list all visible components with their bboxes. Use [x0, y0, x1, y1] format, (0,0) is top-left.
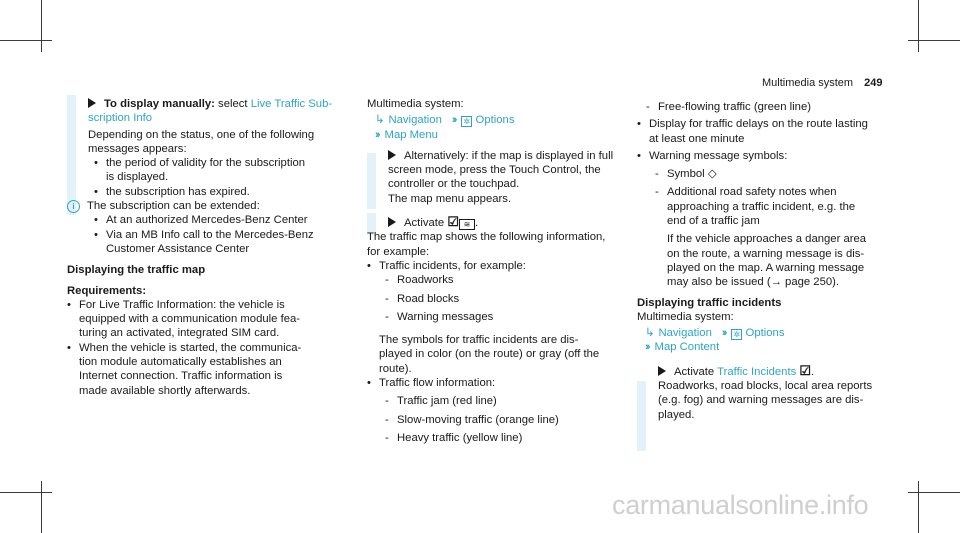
- step-arrow-icon: [658, 366, 666, 376]
- crop-mark: [41, 481, 42, 533]
- step-arrow-icon: [88, 98, 96, 108]
- next-icon: ››: [721, 327, 726, 340]
- column-1: To display manually: select Live Traffic Sub- scription Info Depending on the status, one of the following messages appears: • the period of validity for the subscription is displayed. • the subscription has expired. i The subscription can be extended: • At an authorized Mercedes-Benz Center • Via an MB Info call to the Mercedes-Benz Customer Assistance Center Displaying the traffic map Requirements: • For Live Traffic Information: the vehicle is equipped with a communication module fea- turing an activated, integrated SIM card. • When the vehicle is started, the communica- tion module automatically establishes an Internet connection. Traffic information is made available shortly afterwards.: [67, 97, 347, 398]
- info-icon: i: [67, 200, 80, 213]
- page-number: 249: [864, 77, 883, 89]
- menu-link: Live Traffic Sub-: [250, 98, 333, 110]
- step-arrow-icon: [388, 150, 396, 160]
- crop-mark: [918, 0, 919, 52]
- column-3: - Free-flowing traffic (green line) • Display for traffic delays on the route lasting at least one minute • Warning message symbols: - Symbol ◇ - Additional road safety notes when approaching a traffic incident, e.g. the end of a traffic jam If the vehicle approaches a danger area on the route, a warning message is dis- played on the map. A warning message may also be issued (→ page 250). Displaying traffic incidents Multimedia system: ↳ Navigation ›› ✲ Options ›› Map Content Activate Traffic Incidents ☑. Roadworks, road blocks, local area reports (e.g. fog) and warning messages are dis- played.: [637, 97, 917, 422]
- warning-symbol-icon: ◇: [707, 168, 717, 181]
- running-header: [762, 76, 883, 90]
- column-2: Multimedia system: ↳ Navigation ›› ✲ Options ›› Map Menu Alternatively: if the map is displayed in full screen mode, press the Touch Control, the controller or the touchpad. The map menu appears. Activate ☑ ≋ . The traffic map shows the following information, for example: • Traffic incidents, for example: - Roadworks - Road blocks - Warning messages The symbols for traffic incidents are dis- played in color (on the route) or gray (off the route). • Traffic flow information: - Traffic jam (red line) - Slow-moving traffic (orange line) - Heavy traffic (yellow line): [367, 98, 614, 444]
- crop-mark: [41, 0, 42, 52]
- section-heading: Displaying traffic incidents: [637, 296, 782, 309]
- traffic-map-icon: ≋: [459, 219, 475, 230]
- next-icon: ››: [375, 128, 379, 141]
- nav-arrow-icon: ↳: [375, 114, 385, 127]
- navigation-link: Navigation: [388, 114, 442, 127]
- options-icon: ✲: [461, 116, 472, 127]
- section-title: Multimedia system: [762, 77, 854, 89]
- step-arrow-icon: [388, 217, 396, 227]
- crop-mark: [918, 481, 919, 533]
- crop-mark: [0, 492, 52, 493]
- checkbox-icon: ☑: [447, 214, 459, 230]
- section-heading: Displaying the traffic map: [67, 264, 206, 277]
- options-icon: ✲: [731, 329, 742, 340]
- checkbox-icon: ☑: [799, 362, 812, 378]
- crop-mark: [0, 40, 52, 41]
- next-icon: ››: [645, 341, 649, 354]
- next-icon: ››: [451, 114, 456, 127]
- navigation-link: Navigation: [658, 327, 712, 340]
- crop-mark: [908, 40, 960, 41]
- crop-mark: [908, 492, 960, 493]
- watermark: carmanualsonline.info: [612, 490, 869, 520]
- nav-arrow-icon: ↳: [645, 327, 655, 340]
